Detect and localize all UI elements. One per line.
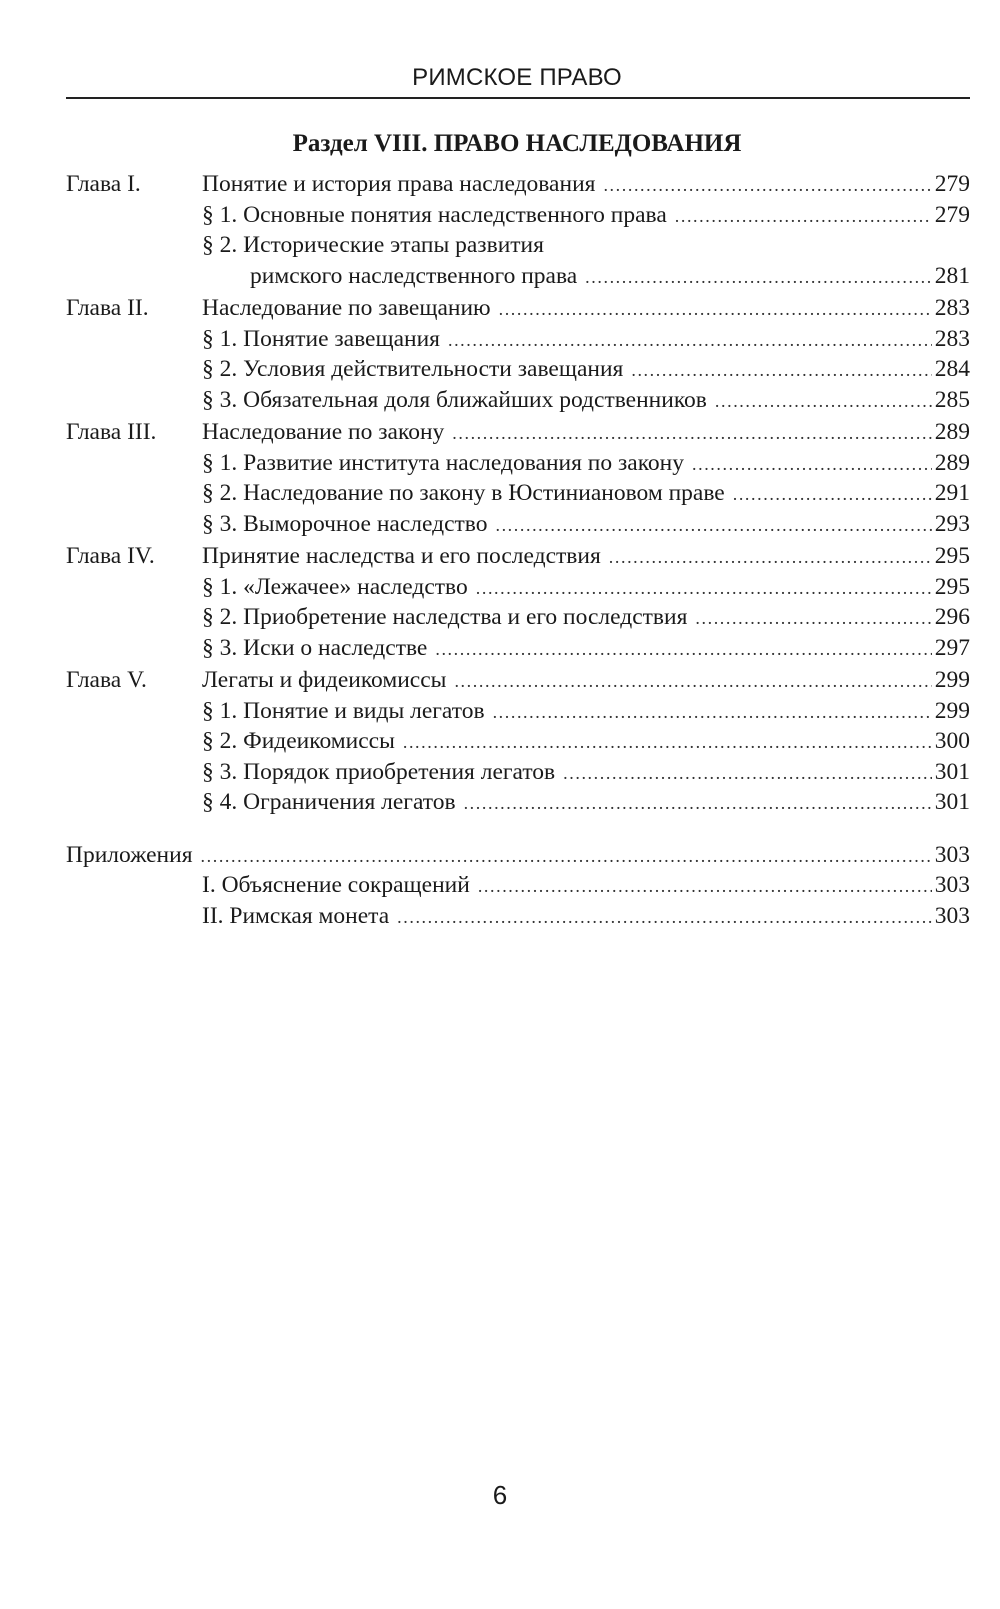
- toc-chapter-row[interactable]: [66, 169, 970, 200]
- page-number: 291: [934, 480, 970, 506]
- leader-dots: [452, 418, 931, 449]
- toc-section-row[interactable]: [66, 572, 970, 603]
- leader-dots: [692, 449, 932, 480]
- toc-section-row[interactable]: [66, 354, 970, 385]
- toc-section-continuation[interactable]: [66, 261, 970, 292]
- leader-dots: [715, 386, 932, 417]
- leader-dots: [454, 666, 931, 697]
- page-number: 295: [934, 543, 970, 569]
- leader-dots: [493, 697, 932, 728]
- page-number: 301: [934, 758, 970, 785]
- page-number: 289: [934, 449, 970, 476]
- toc-section-row[interactable]: [66, 787, 970, 818]
- section-title: Раздел VIII. ПРАВО НАСЛЕДОВАНИЯ: [292, 130, 742, 157]
- toc-chapter: [66, 417, 970, 539]
- leader-dots: [499, 294, 932, 325]
- chapter-label: Глава I.: [66, 171, 141, 197]
- leader-dots: [478, 871, 932, 902]
- chapter-title: Легаты и фидеикомиссы: [202, 667, 447, 693]
- leader-dots: [603, 170, 931, 201]
- appendix-item-title: I. Объяснение сокращений: [202, 872, 470, 898]
- toc-section-row[interactable]: [66, 509, 970, 540]
- toc-chapter-row[interactable]: [66, 665, 970, 696]
- page-number: 283: [934, 295, 970, 321]
- toc-appendix-row[interactable]: [66, 840, 970, 871]
- page-number: 293: [934, 510, 970, 537]
- leader-dots: [675, 201, 932, 232]
- page-number: 279: [934, 201, 970, 228]
- leader-dots: [631, 355, 931, 386]
- page-number: 285: [934, 386, 970, 413]
- toc-section-row[interactable]: [66, 230, 970, 261]
- chapter-title: Наследование по закону: [202, 419, 445, 445]
- section-entry-title: § 1. Понятие и виды легатов: [202, 697, 485, 724]
- section-entry-title: § 2. Условия действительности завещания: [202, 356, 624, 382]
- toc-chapter-row[interactable]: [66, 417, 970, 448]
- section-entry-title: § 3. Порядок приобретения легатов: [202, 758, 556, 785]
- leader-dots: [476, 573, 932, 604]
- section-entry-title: § 4. Ограничения легатов: [202, 789, 456, 815]
- chapter-label: Глава V.: [66, 667, 147, 693]
- page-number: 284: [934, 356, 970, 382]
- page-number: 300: [934, 728, 970, 754]
- section-entry-title: § 2. Исторические этапы развития: [202, 232, 544, 258]
- leader-dots: [464, 788, 932, 819]
- toc-section-row[interactable]: [66, 726, 970, 757]
- chapter-label: Глава II.: [66, 295, 149, 321]
- leader-dots: [495, 510, 931, 541]
- page-number: 301: [934, 789, 970, 815]
- toc-appendix-item[interactable]: [66, 870, 970, 901]
- chapter-title: Принятие наследства и его последствия: [202, 543, 601, 569]
- section-entry-title: § 2. Приобретение наследства и его последствия: [202, 604, 688, 630]
- section-entry-title: § 3. Выморочное наследство: [202, 510, 488, 537]
- page-number: 281: [934, 262, 970, 289]
- toc-chapter: [66, 665, 970, 818]
- page-number: 289: [934, 419, 970, 445]
- table-of-contents: [66, 169, 970, 931]
- leader-dots: [403, 727, 932, 758]
- page-number: 279: [934, 171, 970, 197]
- chapter-label: Глава III.: [66, 419, 157, 445]
- toc-chapter: [66, 169, 970, 291]
- toc-section-row[interactable]: [66, 448, 970, 479]
- section-entry-title: § 3. Обязательная доля ближайших родственников: [202, 386, 707, 413]
- page-number: 295: [934, 573, 970, 600]
- section-entry-title: § 1. «Лежачее» наследство: [202, 573, 468, 600]
- section-entry-title: § 2. Фидеикомиссы: [202, 728, 395, 754]
- leader-dots: [585, 262, 932, 293]
- section-entry-title: § 1. Основные понятия наследственного права: [202, 201, 667, 228]
- toc-chapter: [66, 293, 970, 415]
- leader-dots: [201, 841, 932, 872]
- section-entry-title: § 2. Наследование по закону в Юстиниановом праве: [202, 480, 725, 506]
- section-entry-title: § 3. Иски о наследстве: [202, 634, 428, 661]
- page-number: 283: [934, 325, 970, 352]
- appendix-item-title: II. Римская монета: [202, 902, 390, 929]
- leader-dots: [563, 758, 932, 789]
- section-entry-continuation: римского наследственного права: [250, 262, 578, 289]
- toc-section-row[interactable]: [66, 324, 970, 355]
- toc-chapter: [66, 541, 970, 663]
- toc-section-row[interactable]: [66, 633, 970, 664]
- page-number: 299: [934, 697, 970, 724]
- chapter-label: Глава IV.: [66, 543, 155, 569]
- toc-section-row[interactable]: [66, 478, 970, 509]
- page-number: 296: [934, 604, 970, 630]
- toc-appendix: [66, 840, 970, 932]
- toc-chapter-row[interactable]: [66, 293, 970, 324]
- page-number: 297: [934, 634, 970, 661]
- folio-page-number: 6: [492, 1480, 508, 1510]
- leader-dots: [609, 542, 932, 573]
- toc-section-row[interactable]: [66, 385, 970, 416]
- chapter-title: Наследование по завещанию: [202, 295, 491, 321]
- appendix-title: Приложения: [66, 841, 193, 868]
- page-number: 303: [934, 872, 970, 898]
- toc-appendix-item[interactable]: [66, 901, 970, 932]
- page-number: 303: [934, 902, 970, 929]
- header-rule: [66, 97, 970, 99]
- leader-dots: [733, 479, 932, 510]
- page-number: 299: [934, 667, 970, 693]
- toc-section-row[interactable]: [66, 200, 970, 231]
- page-number: 303: [934, 841, 970, 868]
- toc-chapter-row[interactable]: [66, 541, 970, 572]
- toc-section-row[interactable]: [66, 757, 970, 788]
- running-head: РИМСКОЕ ПРАВО: [412, 64, 622, 91]
- toc-section-row[interactable]: [66, 696, 970, 727]
- toc-section-row[interactable]: [66, 602, 970, 633]
- leader-dots: [435, 634, 931, 665]
- section-entry-title: § 1. Развитие института наследования по закону: [202, 449, 684, 476]
- leader-dots: [695, 603, 931, 634]
- chapter-title: Понятие и история права наследования: [202, 171, 596, 197]
- section-entry-title: § 1. Понятие завещания: [202, 325, 440, 352]
- leader-dots: [397, 902, 932, 933]
- leader-dots: [448, 325, 932, 356]
